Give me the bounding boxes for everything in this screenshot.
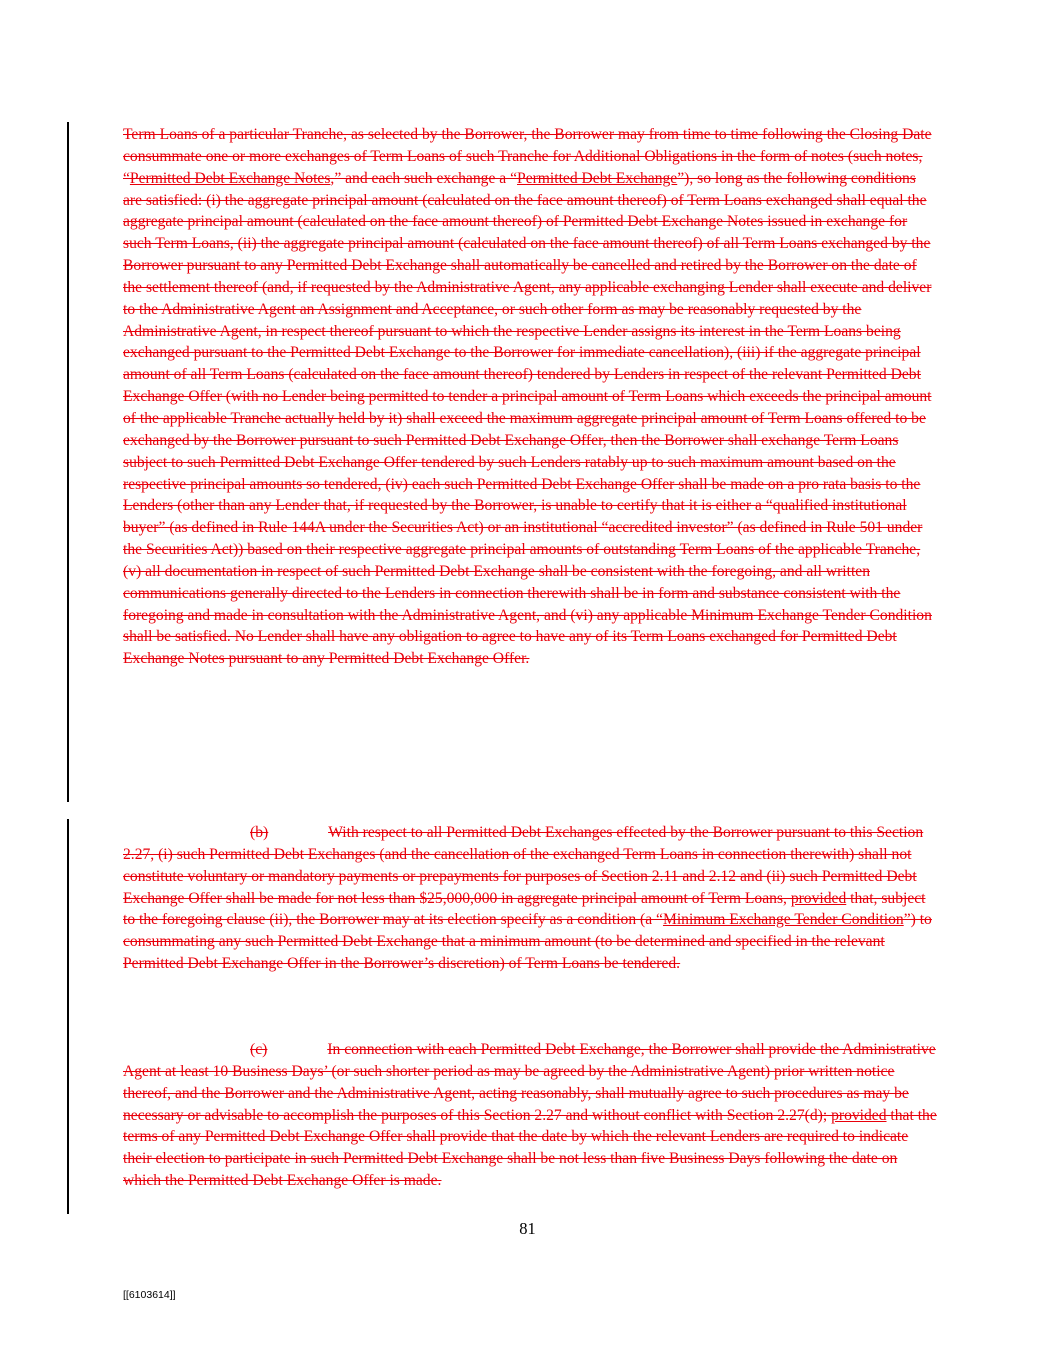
paragraph-b-text: With respect to all Permitted Debt Exchanges effected by the Borrower pursuant to this Section 2.27, (i) such Permitted Debt Exchanges (and the cancellation of the exchanged Term Loans in connection therewith) shall not constitute voluntary or mandatory payments or prepayments for purposes of Section 2.11 and 2.12 and (ii) such Permitted Debt Exchange Offer shall be made for not less than $25,000,000 in aggregate principal amount of Term Loans, [123,824,924,907]
paragraph-c-text: In connection with each Permitted Debt Exchange, the Borrower shall provide the Administrative Agent at least 10 Business Days’ (or such shorter period as may be agreed by the Administrative Agent) prior written notice thereof, and the Borrower and the Administrative Agent, acting reasonably, shall mutually agree to such procedures as may be necessary or advisable to accomplish the purposes of this Section 2.27 and without conflict with Section 2.27(d); [123,1041,936,1124]
paragraph-a-text: ,” and each such exchange a “ [330,169,518,187]
paragraph-b-label: (b) [250,824,269,841]
defined-term: provided [790,889,847,907]
defined-term: provided [831,1106,887,1124]
paragraph-a [123,124,938,670]
paragraph-b-text: that, subject to the foregoing clause (ii), the Borrower may at its election specify as a condition (a “ [123,889,926,929]
paragraph-b-text: ”) to consummating any such Permitted Debt Exchange that a minimum amount (to be determined and specified in the relevant Permitted Debt Exchange Offer in the Borrower’s discretion) of Term Loans be tendered. [123,911,932,973]
paragraph-a-text: ”), so long as the following conditions are satisfied: (i) the aggregate principal amount (calculated on the face amount thereof) of Term Loans exchanged shall equal the aggregate principal amount (calculated on the face amount thereof) of Permitted Debt Exchange Notes issued in exchange for such Term Loans, (ii) the aggregate principal amount (calculated on the face amount thereof) of all Term Loans exchanged by the Borrower pursuant to any Permitted Debt Exchange shall automatically be cancelled and retired by the Borrower on the date of the settlement thereof (and, if requested by the Administrative Agent, any applicable exchanging Lender shall execute and deliver to the Administrative Agent an Assignment and Acceptance, or such other form as may be reasonably requested by the Administrative Agent, in respect thereof pursuant to which the respective Lender assigns its interest in the Term Loans being exchanged pursuant to the Permitted Debt Exchange to the Borrower for immediate cancellation), (iii) if the aggregate principal amount of all Term Loans (calculated on the face amount thereof) tendered by Lenders in respect of the relevant Permitted Debt Exchange Offer (with no Lender being permitted to tender a principal amount of Term Loans which exceeds the principal amount of the applicable Tranche actually held by it) shall exceed the maximum aggregate principal amount of Term Loans offered to be exchanged by the Borrower pursuant to such Permitted Debt Exchange Offer, then the Borrower shall exchange Term Loans subject to such Permitted Debt Exchange Offer tendered by such Lenders ratably up to such maximum amount based on the respective principal amounts so tendered, (iv) each such Permitted Debt Exchange Offer shall be made on a pro rata basis to the Lenders (other than any Lender that, if requested by the Borrower, is unable to certify that it is either a “qualified institutional buyer” (as defined in Rule 144A under the Securities Act) or an institutional “accredited investor” (as defined in Rule 501 under the Securities Act)) based on their respective aggregate principal amounts of outstanding Term Loans of the applicable Tranche, (v) all documentation in respect of such Permitted Debt Exchange shall be consistent with the foregoing, and all written communications generally directed to the Lenders in connection therewith shall be in form and substance consistent with the foregoing and made in consultation with the Administrative Agent, and (vi) any applicable Minimum Exchange Tender Condition shall be satisfied. No Lender shall have any obligation to agree to have any of its Term Loans exchanged for Permitted Debt Exchange Notes pursuant to any Permitted Debt Exchange Offer. [123,169,932,668]
paragraph-c-label: (c) [250,1041,268,1058]
change-bar [67,819,69,1017]
defined-term: Permitted Debt Exchange Notes [129,169,331,187]
defined-term: Permitted Debt Exchange [517,169,678,187]
change-bar [67,1010,69,1214]
paragraph-c [123,1039,938,1192]
paragraph-c-text: that the terms of any Permitted Debt Exchange Offer shall provide that the date by which the relevant Lenders are required to indicate their election to participate in such Permitted Debt Exchange shall be not less than five Business Days following the date on which the Permitted Debt Exchange Offer is made. [123,1106,937,1190]
document-id-footer: [[6103614]] [123,1289,176,1301]
defined-term: Minimum Exchange Tender Condition [662,911,904,929]
paragraph-b [123,822,938,975]
page-number: 81 [519,1219,536,1238]
paragraph-a-text: Term Loans of a particular Tranche, as selected by the Borrower, the Borrower may from time to time following the Closing Date consummate one or more exchanges of Term Loans of such Tranche for Additional Obligations in the form of notes (such notes, “ [123,126,932,187]
change-bar [67,122,69,802]
